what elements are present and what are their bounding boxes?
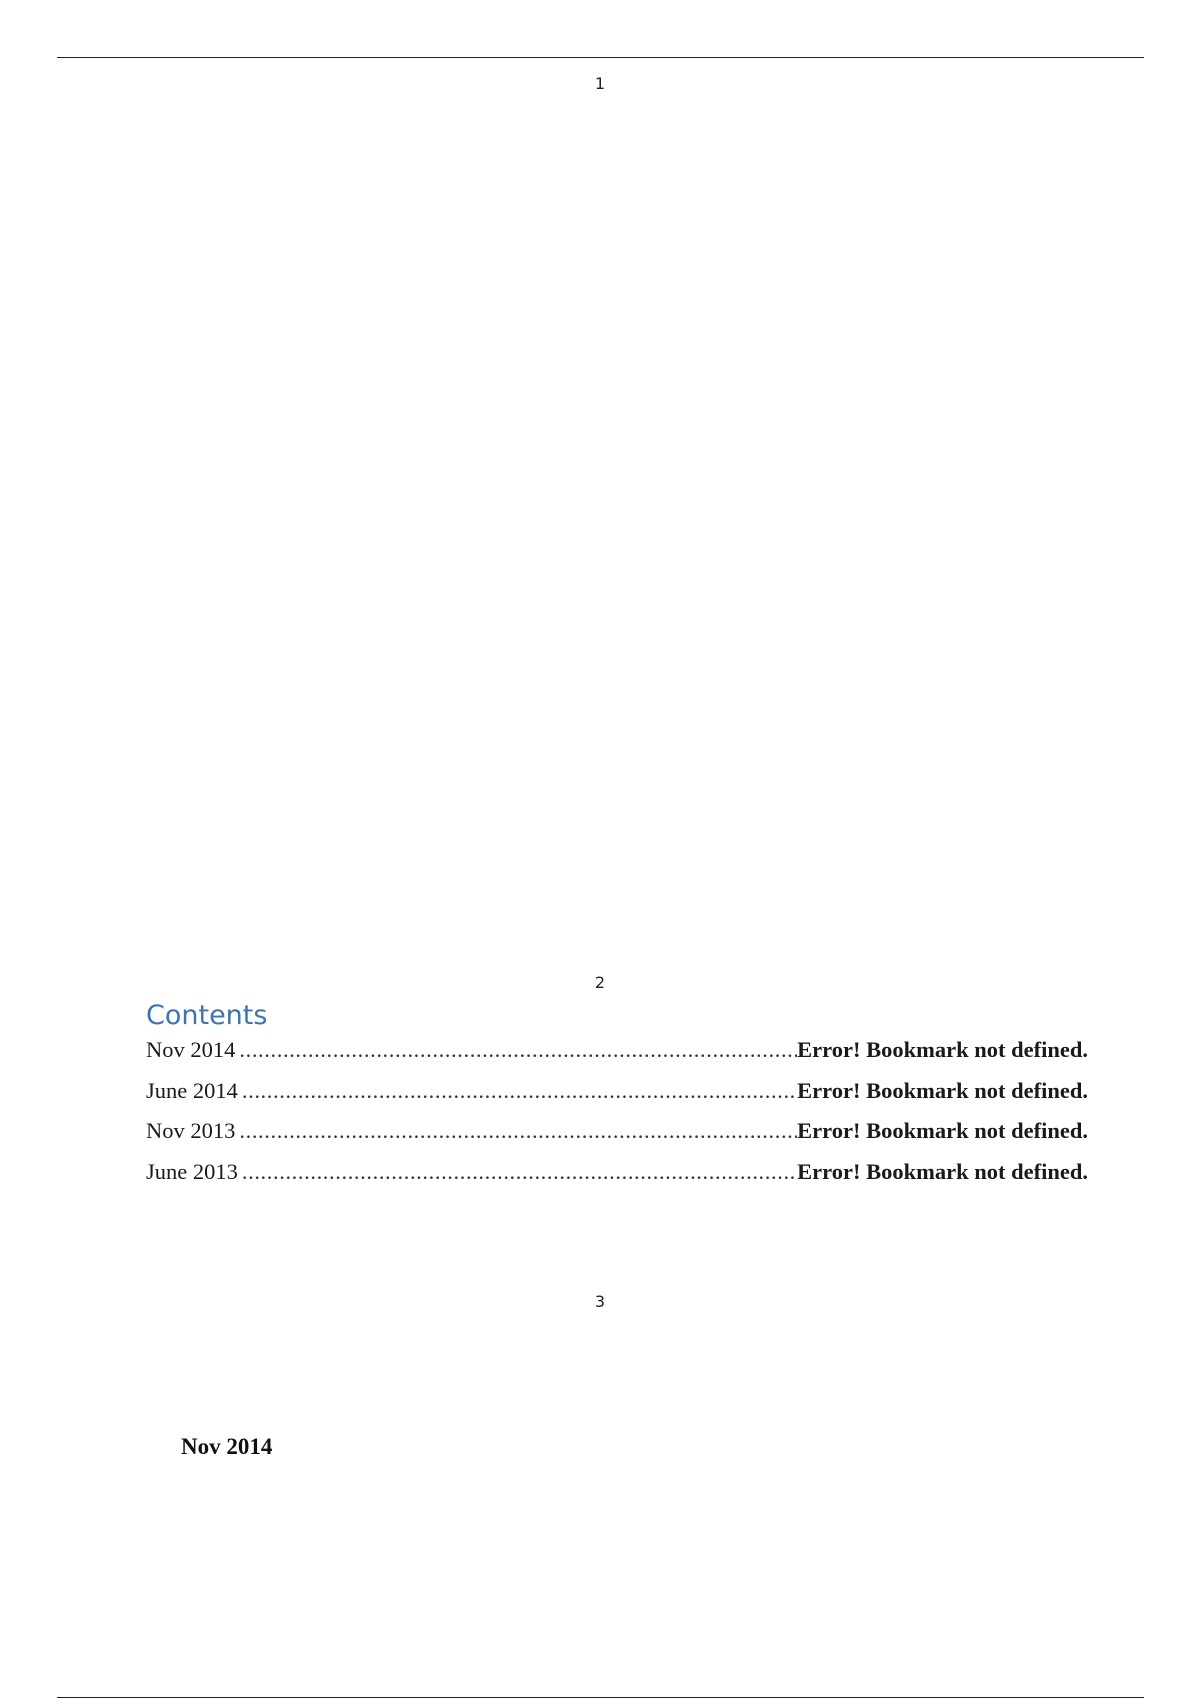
toc-entry-page-ref: Error! Bookmark not defined. [797,1077,1088,1103]
toc-entry-title: Nov 2013 [146,1118,236,1143]
toc-entry[interactable] [146,1118,1088,1159]
toc-entry-title: Nov 2014 [146,1037,236,1062]
section-heading: Nov 2014 [181,1434,273,1459]
toc-entry-title: June 2014 [146,1077,238,1103]
toc-entry[interactable] [146,1159,1088,1200]
toc-entry-page-ref: Error! Bookmark not defined. [797,1037,1088,1062]
page-number-1: 1 [594,74,606,93]
toc-entry-title: June 2013 [146,1158,238,1184]
toc-dot-leader [242,1078,797,1104]
toc-dot-leader [239,1037,797,1063]
toc-entry[interactable] [146,1037,1088,1078]
toc-heading: Contents [146,1000,268,1031]
bottom-rule [57,1697,1144,1698]
toc-entry-page-ref: Error! Bookmark not defined. [797,1118,1088,1143]
table-of-contents [146,1037,1088,1199]
toc-dot-leader [239,1118,797,1144]
toc-dot-leader [242,1159,797,1185]
toc-entry[interactable] [146,1078,1088,1119]
page-number-3: 3 [594,1292,606,1311]
page-number-2: 2 [594,973,606,992]
top-rule [57,57,1144,58]
toc-entry-page-ref: Error! Bookmark not defined. [797,1158,1088,1184]
